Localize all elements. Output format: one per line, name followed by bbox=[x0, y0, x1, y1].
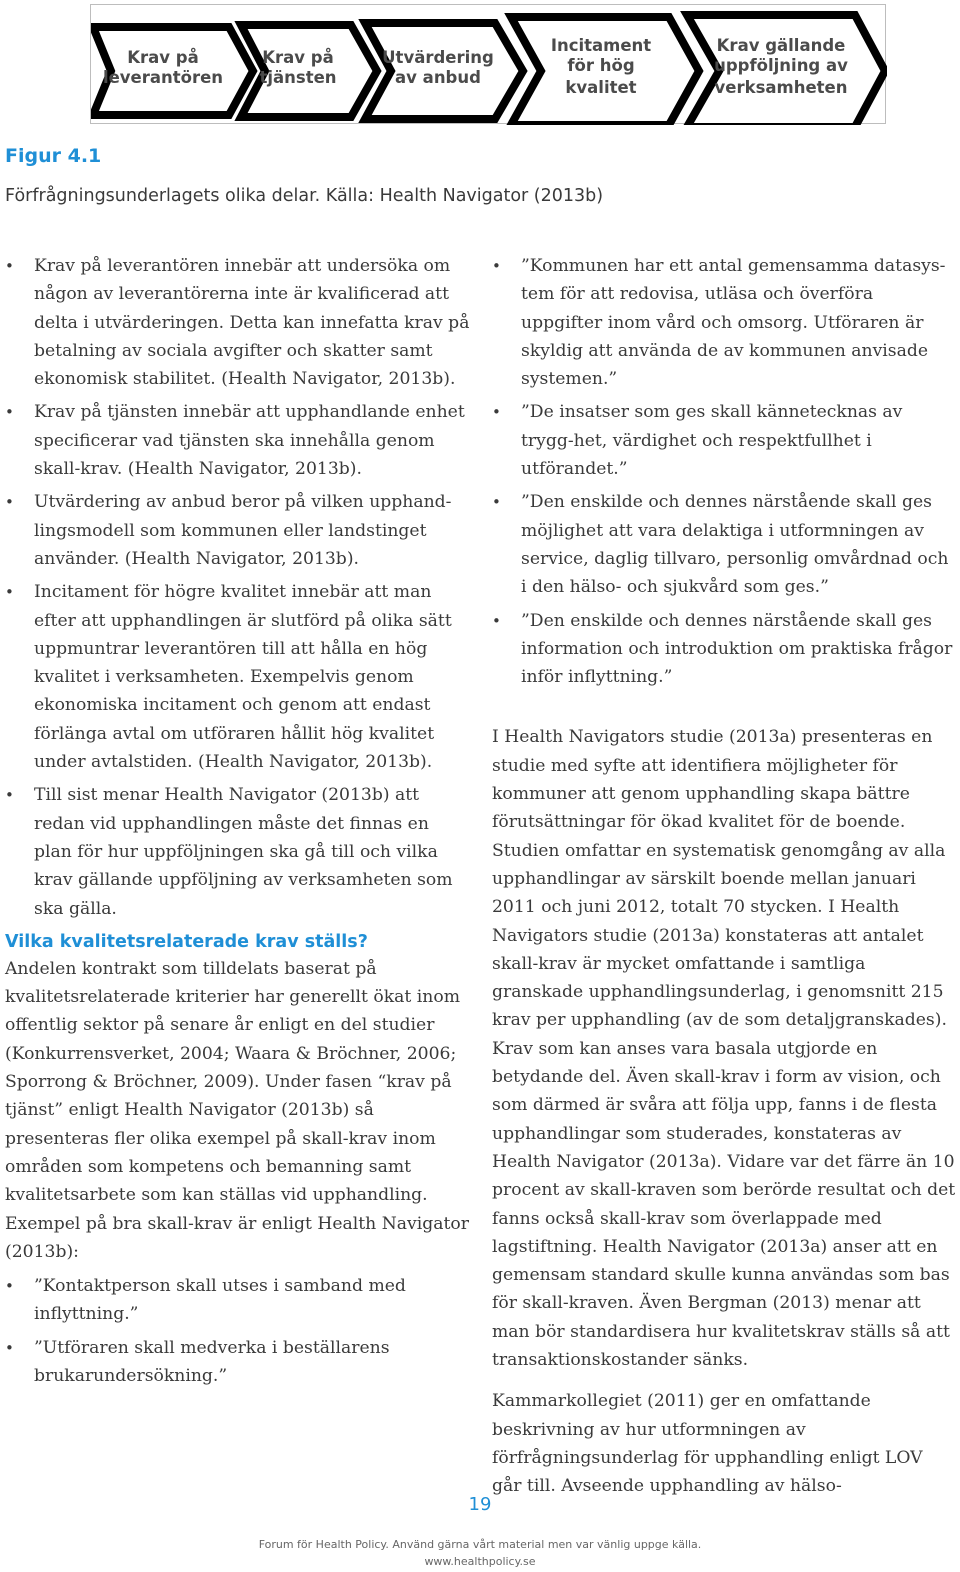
footer-url: www.healthpolicy.se bbox=[424, 1555, 536, 1568]
list-item: • ”Den enskilde och dennes närstående skall ges information och introduktion om praktiska frågor inför inflyttning.” bbox=[492, 607, 957, 692]
list-item: • ”Utföraren skall medverka i beställarens brukarundersökning.” bbox=[5, 1334, 470, 1391]
chevron-5-line3: verksamheten bbox=[714, 78, 848, 97]
chevron-3-line1: Utvärdering bbox=[382, 48, 494, 67]
chevron-2-line2: tjänsten bbox=[259, 68, 337, 87]
body-paragraph: Kammarkollegiet (2011) ger en omfattande beskrivning av hur utformningen av förfrågningsunderlag för upphandling enligt LOV går till. Avseende upphandling av hälso- bbox=[492, 1391, 923, 1497]
chevron-5-line1: Krav gällande bbox=[716, 36, 846, 55]
list-item: • Krav på leverantören innebär att undersöka om någon av leverantörerna inte är kvalificerad att delta i utvärderingen. Detta kan innefatta krav på betalning av sociala avgifter och skatter samt ekonomisk stabilitet. (Health Navigator, 2013b). bbox=[5, 252, 470, 393]
body-paragraph: I Health Navigators studie (2013a) presenteras en studie med syfte att identifiera möjligheter för kommuner att genom upphandling skapa bättre förutsättningar för ökad kvalitet för de boende. Studien omfattar en systematisk genomgång av alla upphandlingar av särskilt boende mellan januari 2011 och juni 2012, totalt 70 stycken. I Health Navigators studie (2013a) konstateras att antalet skall-krav är mycket omfattande i samtliga granskade upphandlingsunderlag, i genomsnitt 215 krav per upphandling (av de som detaljgranskades). Krav som kan anses vara basala utgjorde en betydande del. Även skall-krav i form av vision, och som därmed är svåra att följa upp, fanns i de flesta upphandlingar som studerades, konstateras av Health Navigator (2013a). Vidare var det färre än 10 procent av skall-kraven som berörde resultat och det fanns också skall-krav som överlappade med lagstiftning. Health Navigator (2013a) anser att en gemensam standard skulle kunna användas som bas för skall-kraven. Även Bergman (2013) menar att man bör standardisera hur kvalitetskrav ställs så att transaktionskostander sänks. bbox=[492, 727, 956, 1370]
chevron-2-line1: Krav på bbox=[262, 48, 334, 67]
list-item: • Utvärdering av anbud beror på vilken upphand-lingsmodell som kommunen eller landstinget använder. (Health Navigator, 2013b). bbox=[5, 488, 470, 573]
list-item: • Incitament för högre kvalitet innebär att man efter att upphandlingen är slutförd på olika sätt uppmuntrar leverantören till att hålla en hög kvalitet i verksamheten. Exempelvis genom ekonomiska incitament och genom att endast förlänga avtal om utföraren hållit hög kvalitet under avtalstiden. (Health Navigator, 2013b). bbox=[5, 578, 470, 776]
list-item: • Krav på tjänsten innebär att upphandlande enhet specificerar vad tjänsten ska innehålla genom skall-krav. (Health Navigator, 2013b). bbox=[5, 398, 470, 483]
list-item: • Till sist menar Health Navigator (2013b) att redan vid upphandlingen måste det finnas en plan för hur uppföljningen ska gå till och vilka krav gällande uppföljning av verksamheten som ska gälla. bbox=[5, 781, 470, 922]
process-figure bbox=[90, 4, 886, 124]
left-bullet-list-top bbox=[5, 252, 470, 923]
section-heading: Vilka kvalitetsrelaterade krav ställs? bbox=[5, 931, 368, 952]
chevron-3-line2: av anbud bbox=[395, 68, 481, 87]
chevron-2 bbox=[241, 25, 377, 117]
bullet-icon: • bbox=[5, 1277, 14, 1296]
chevron-1-line1: Krav på bbox=[127, 48, 199, 67]
chevron-4-line1: Incitament bbox=[550, 36, 652, 55]
bullet-icon: • bbox=[492, 493, 501, 512]
list-item: • ”Kommunen har ett antal gemensamma datasys-tem för att redovisa, utläsa och överföra uppgifter inom vård och omsorg. Utföraren är skyldig att använda de av kommunen anvisade systemen.” bbox=[492, 252, 957, 393]
bullet-icon: • bbox=[492, 403, 501, 422]
footer-notice: Forum för Health Policy. Använd gärna vårt material men var vänlig uppge källa. bbox=[258, 1538, 702, 1551]
bullet-icon: • bbox=[5, 583, 14, 602]
bullet-icon: • bbox=[5, 786, 14, 805]
chevron-5-line2: uppföljning av bbox=[714, 56, 848, 75]
left-column bbox=[5, 252, 470, 1395]
bullet-icon: • bbox=[5, 1338, 14, 1357]
left-bullet-list-bottom bbox=[5, 1272, 470, 1390]
chevron-1-line2: leverantören bbox=[102, 68, 224, 87]
body-paragraph: Andelen kontrakt som tilldelats baserat på kvalitetsrelaterade kriterier har generellt ökat inom offentlig sektor på senare år enligt en del studier (Konkurrensverket, 2004; Waara & Bröchner, 2006; Sporrong & Bröchner, 2009). Under fasen “krav på tjänst” enligt Health Navigator (2013b) så presenteras fler olika exempel på skall-krav inom områden som kompetens och bemanning samt kvalitetsarbete som kan ställas vid upphandling. Exempel på bra skall-krav är enligt Health Navigator (2013b): bbox=[5, 958, 469, 1262]
bullet-icon: • bbox=[492, 611, 501, 630]
process-chevrons bbox=[91, 5, 887, 125]
list-item: • ”De insatser som ges skall kännetecknas av trygg-het, värdighet och respektfullhet i utförandet.” bbox=[492, 398, 957, 483]
chevron-1 bbox=[93, 27, 253, 115]
figure-caption: Förfrågningsunderlagets olika delar. Källa: Health Navigator (2013b) bbox=[5, 186, 604, 206]
bullet-icon: • bbox=[5, 257, 14, 275]
bullet-icon: • bbox=[5, 493, 14, 512]
list-item: • ”Kontaktperson skall utses i samband med inflyttning.” bbox=[5, 1272, 470, 1329]
chevron-4-line3: kvalitet bbox=[565, 78, 637, 97]
figure-label: Figur 4.1 bbox=[5, 145, 102, 167]
bullet-icon: • bbox=[492, 257, 501, 275]
chevron-4 bbox=[511, 17, 699, 125]
right-column bbox=[492, 252, 957, 1500]
page-number: 19 bbox=[468, 1494, 492, 1515]
right-bullet-list bbox=[492, 252, 957, 691]
chevron-4-line2: för hög bbox=[567, 56, 635, 75]
bullet-icon: • bbox=[5, 403, 14, 422]
list-item: • ”Den enskilde och dennes närstående skall ges möjlighet att vara delaktiga i utformningen av service, daglig tillvaro, personlig omvårdnad och i den hälso- och sjukvård som ges.” bbox=[492, 488, 957, 601]
chevron-5 bbox=[687, 15, 885, 125]
chevron-3 bbox=[365, 23, 523, 119]
